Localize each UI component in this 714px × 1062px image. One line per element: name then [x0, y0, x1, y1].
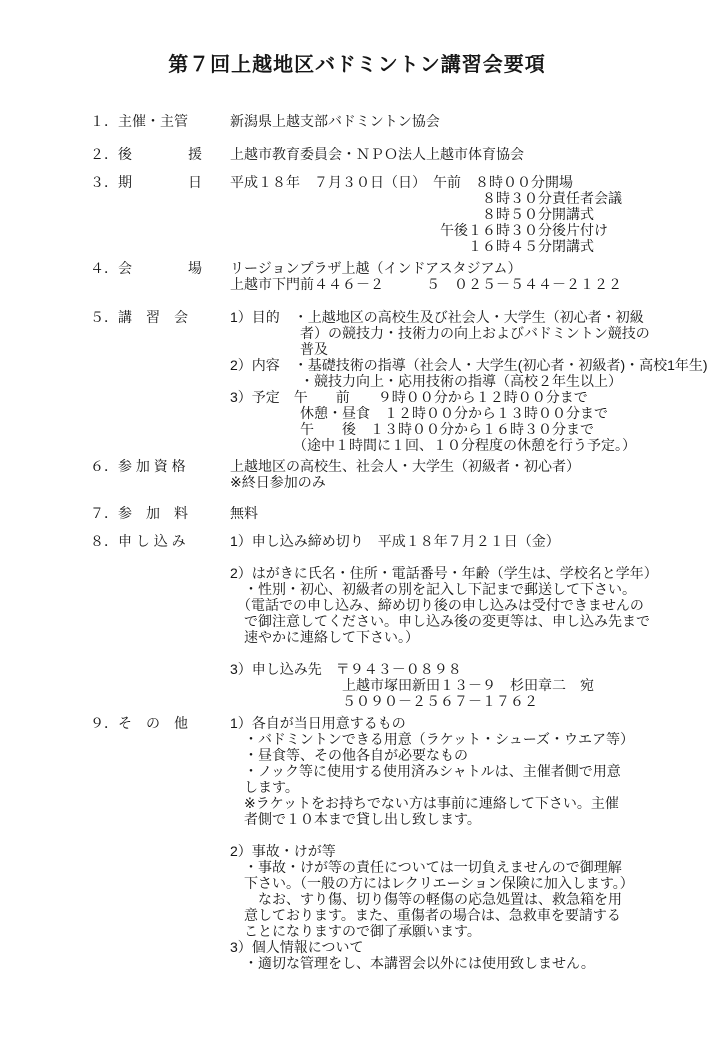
section-content: [230, 113, 714, 129]
text-line: 者側で１０本まで貸し出し致します。: [230, 811, 481, 827]
text-line: なお、すり傷、切り傷等の軽傷の応急処置は、救急箱を用: [230, 891, 622, 907]
section-label: ７．参 加 料: [90, 505, 188, 521]
section-label: ２．後 援: [90, 146, 202, 162]
section-9: [0, 715, 714, 971]
section-content: [230, 174, 714, 254]
section-6: [0, 458, 714, 490]
section-label: ６．参 加 資 格: [90, 458, 186, 474]
text-line: ことになりますので御了承願います。: [230, 923, 481, 939]
text-line: 3）個人情報について: [230, 939, 364, 955]
text-line: 上越市塚田新田１３－９ 杉田章二 宛: [230, 677, 594, 693]
text-line: 1）申し込み締め切り 平成１８年７月２１日（金）: [230, 533, 560, 549]
text-line: 速やかに連絡して下さい。）: [230, 629, 419, 645]
text-line: ※ラケットをお持ちでない方は事前に連絡して下さい。主催: [230, 795, 619, 811]
text-line: ・バドミントンできる用意（ラケット・シューズ・ウエア等）: [230, 731, 635, 747]
section-5: [0, 309, 714, 453]
text-line: 休憩・昼食 １２時００分から１３時００分まで: [230, 405, 608, 421]
text-line: ・適切な管理をし、本講習会以外には使用致しません。: [230, 955, 595, 971]
text-line: 上越市下門前４４６－２ ５ ０２５－５４４－２１２２: [230, 276, 622, 292]
text-line: 者）の競技力・技術力の向上およびバドミントン競技の: [230, 325, 650, 341]
section-content: [230, 260, 714, 292]
text-line: （電話での申し込み、締め切り後の申し込みは受付できませんの: [230, 597, 644, 613]
text-line: [230, 827, 714, 843]
text-line: します。: [230, 779, 299, 795]
text-line: 上越地区の高校生、社会人・大学生（初級者・初心者）: [230, 458, 580, 474]
section-4: [0, 260, 714, 292]
text-line: 意しております。また、重傷者の場合は、急救車を要請する: [230, 907, 621, 923]
text-line: 無料: [230, 505, 258, 521]
text-line: [230, 645, 714, 661]
text-line: 1）各自が当日用意するもの: [230, 715, 406, 731]
section-label: ３．期 日: [90, 174, 202, 190]
text-line: 下さい。（一般の方にはレクリエーション保険に加入します。）: [230, 875, 634, 891]
text-line: ・ノック等に使用する使用済みシャトルは、主催者側で用意: [230, 763, 621, 779]
section-content: [230, 715, 714, 971]
text-line: 平成１８年 ７月３０日（日） 午前 ８時００分開場: [230, 174, 573, 190]
section-1: [0, 113, 714, 129]
section-content: [230, 533, 714, 709]
section-label: ４．会 場: [90, 260, 202, 276]
section-8: [0, 533, 714, 709]
document-page: [0, 52, 714, 1062]
text-line: 3）申し込み先 〒９４３－０８９８: [230, 661, 462, 677]
text-line: ８時５０分開講式: [230, 206, 594, 222]
text-line: （途中１時間に１回、１０分程度の休憩を行う予定。）: [230, 437, 636, 453]
text-line: 午 後 １３時００分から１６時３０分まで: [230, 421, 594, 437]
text-line: ・競技力向上・応用技術の指導（高校２年生以上）: [230, 373, 622, 389]
section-content: [230, 309, 714, 453]
section-content: [230, 458, 714, 490]
section-label: １．主催・主管: [90, 113, 188, 129]
section-7: [0, 505, 714, 521]
text-line: ・性別・初心、初級者の別を記入し下記まで郵送して下さい。: [230, 581, 636, 597]
section-label: ９．そ の 他: [90, 715, 188, 731]
text-line: 2）はがきに氏名・住所・電話番号・年齢（学生は、学校名と学年）: [230, 565, 658, 581]
text-line: で御注意してください。申し込み後の変更等は、申し込み先まで: [230, 613, 650, 629]
text-line: 3）予定 午 前 ９時００分から１２時００分まで: [230, 389, 588, 405]
sections-container: [0, 113, 714, 971]
text-line: 1）目的 ・上越地区の高校生及び社会人・大学生（初心者・初級: [230, 309, 644, 325]
text-line: 上越市教育委員会・ＮＰＯ法人上越市体育協会: [230, 146, 524, 162]
text-line: ・昼食等、その他各自が必要なもの: [230, 747, 468, 763]
section-label: ８．申 し 込 み: [90, 533, 186, 549]
text-line: 2）内容 ・基礎技術の指導（社会人・大学生(初心者・初級者)・高校1年生): [230, 357, 708, 373]
text-line: 午後１６時３０分後片付け: [230, 222, 608, 238]
text-line: [230, 549, 714, 565]
section-content: [230, 505, 714, 521]
text-line: 2）事故・けが等: [230, 843, 336, 859]
section-label: ５．講 習 会: [90, 309, 188, 325]
text-line: ８時３０分責任者会議: [230, 190, 622, 206]
text-line: 普及: [230, 341, 328, 357]
section-content: [230, 146, 714, 162]
document-title: 第７回上越地区バドミントン講習会要項: [168, 54, 546, 76]
section-3: [0, 174, 714, 254]
text-line: ５０９０－２５６７－１７６２: [230, 693, 538, 709]
text-line: 新潟県上越支部バドミントン協会: [230, 113, 440, 129]
text-line: １６時４５分閉講式: [230, 238, 594, 254]
text-line: ・事故・けが等の責任については一切負えませんので御理解: [230, 859, 622, 875]
text-line: リージョンプラザ上越（インドアスタジアム）: [230, 260, 522, 276]
section-2: [0, 146, 714, 162]
text-line: ※終日参加のみ: [230, 474, 326, 490]
